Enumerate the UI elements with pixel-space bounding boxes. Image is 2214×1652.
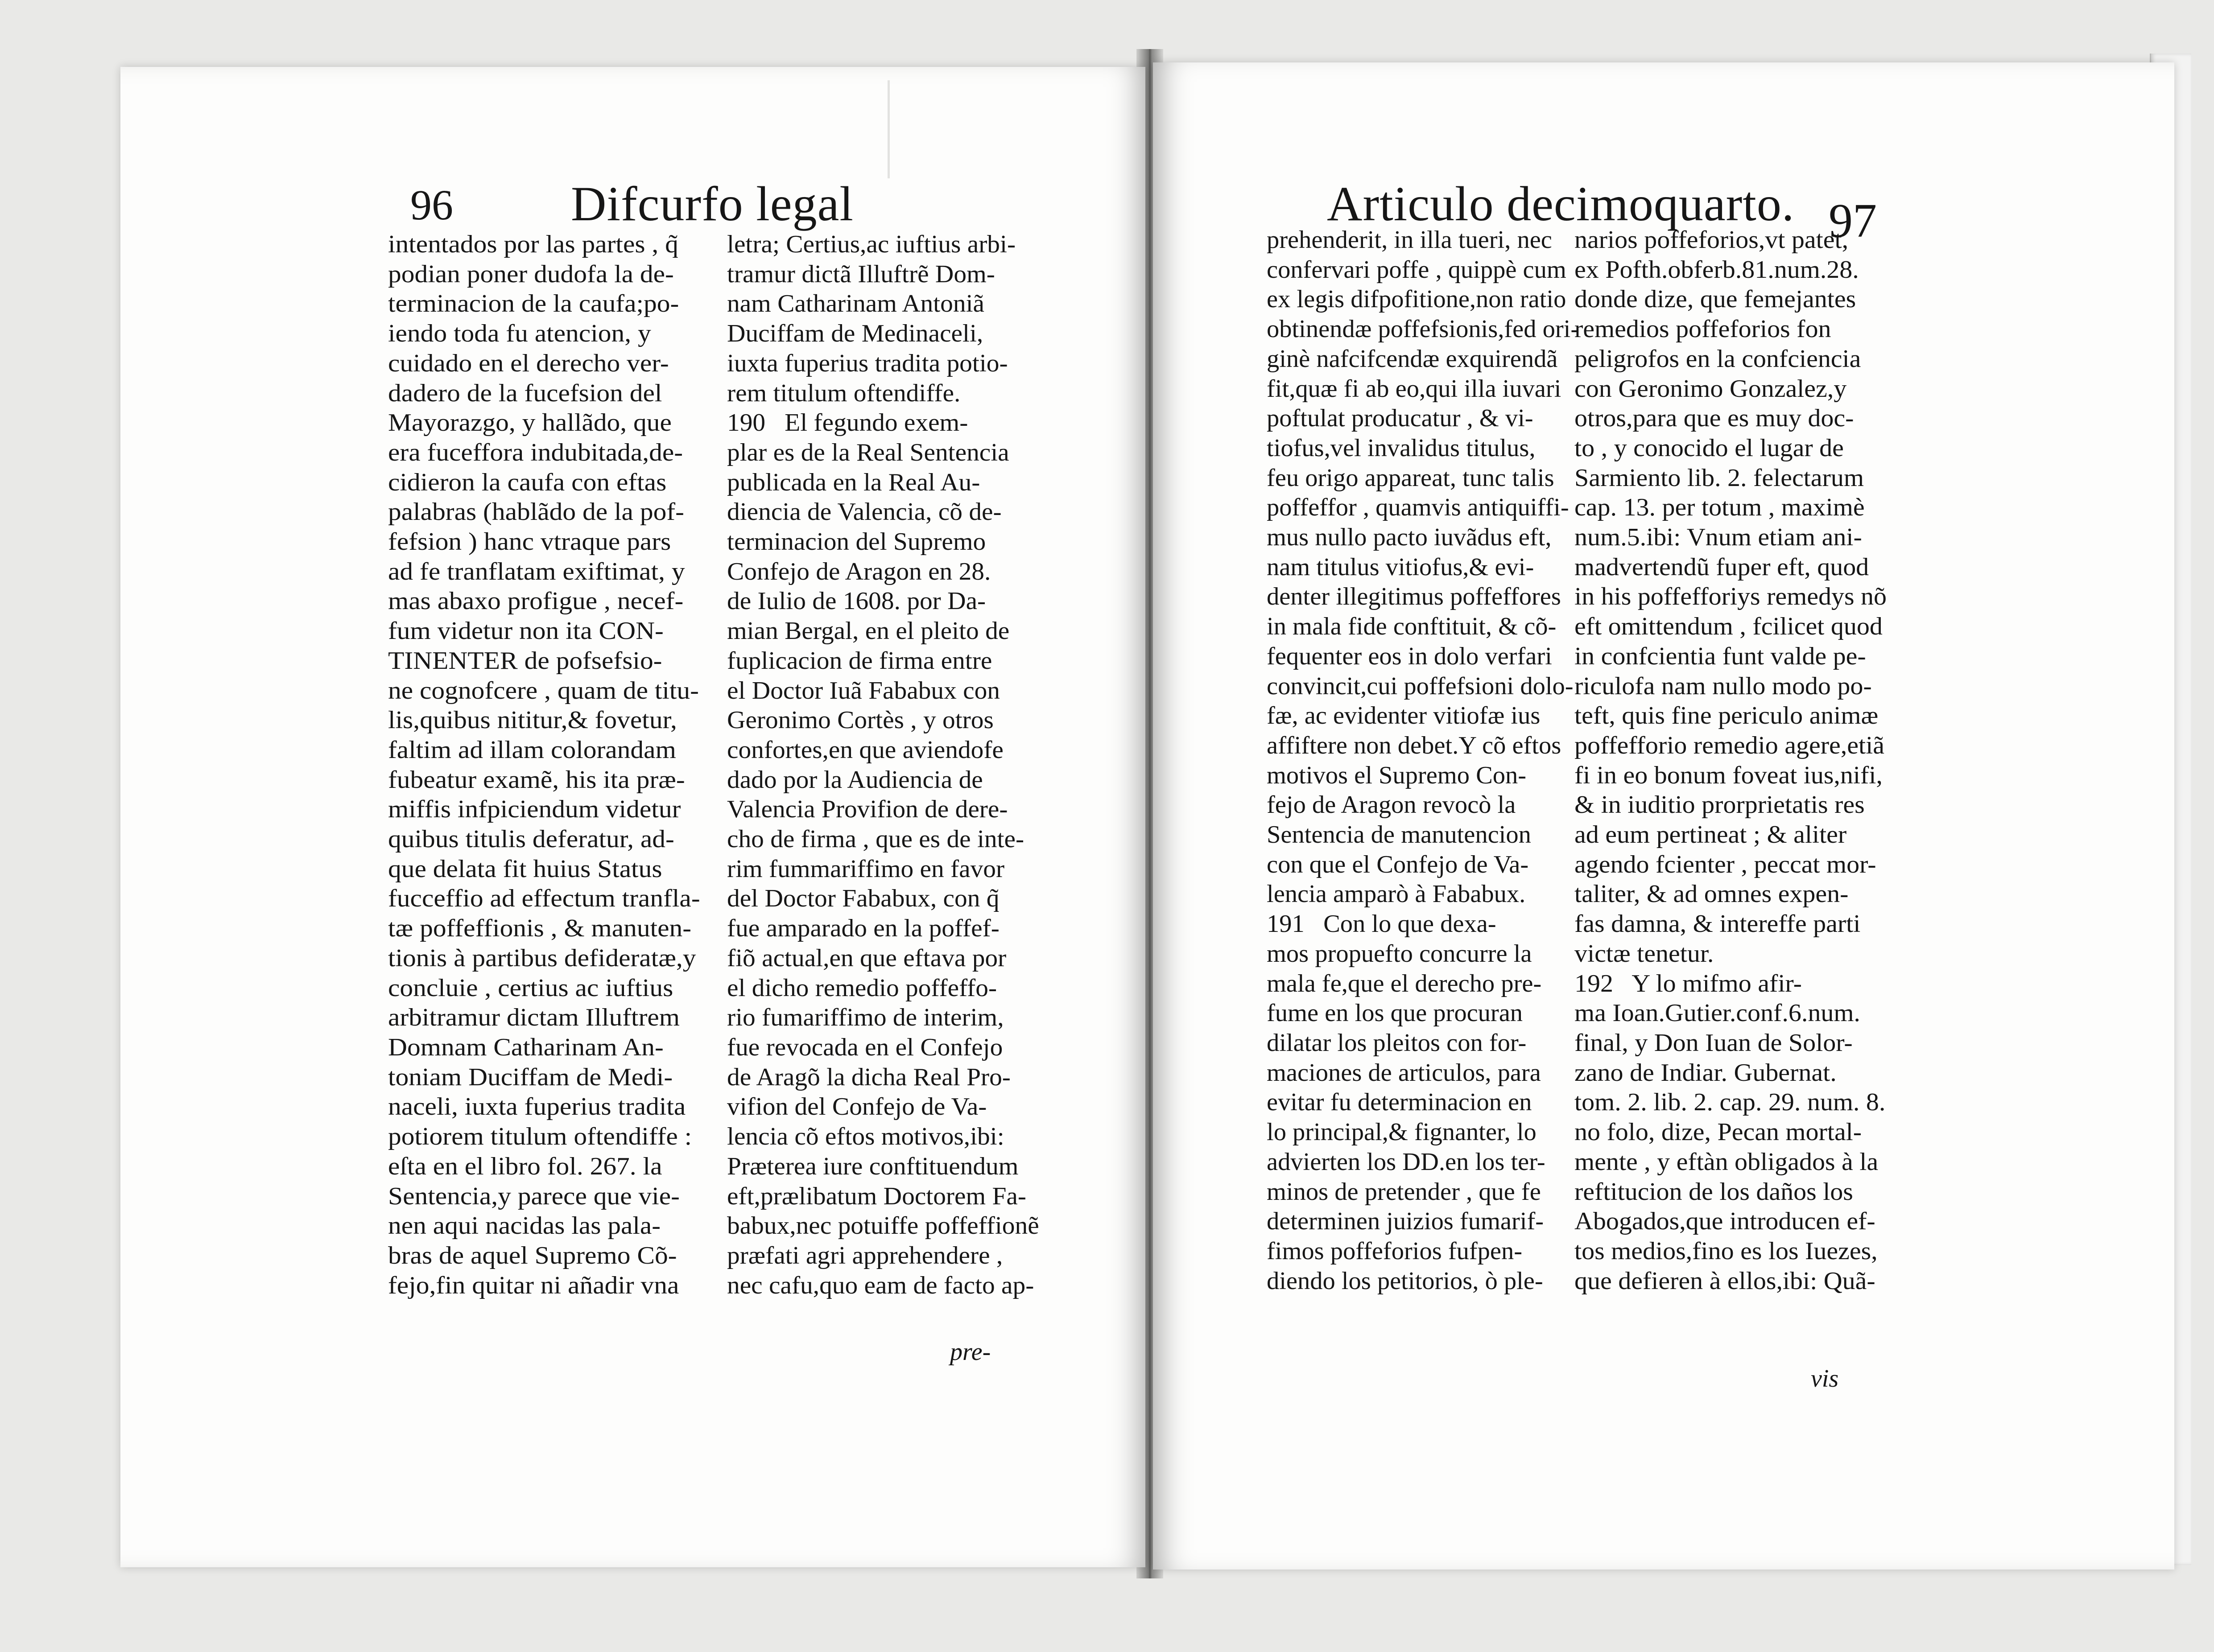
show-through-mark xyxy=(888,80,943,178)
running-head: Difcurfo legal xyxy=(571,177,854,231)
page-number: 96 xyxy=(410,181,453,229)
text-column-left: prehenderit, in illa tueri, nec confervari poffe , quippè cum ex legis difpofitione,non ratio obtinendæ poffefsionis,fed ori- ginè nafcifcendæ exquirendã fit,quæ fi ab eo,qui illa iuvari poftulat producatur , & vi- tiofus,vel invalidus titulus, feu origo appareat, tunc talis poffeffor , quamvis antiquiffi- mus nullo pacto iuvãdus eft, nam titulus vitiofus,& evi- denter illegitimus poffeffores in mala fide conftituit, & cõ- fequenter eos in dolo verfari convincit,cui poffefsioni dolo- fæ, ac evidenter vitiofæ ius affiftere non debet.Y cõ eftos motivos el Supremo Con- fejo de Aragon revocò la Sentencia de manutencion con que el Confejo de Va- lencia amparò à Fababux. 191 Con lo que dexa- mos propuefto concurre la mala fe,que el derecho pre- fume en los que procuran dilatar los pleitos con for- maciones de articulos, para evitar fu determinacion en lo principal,& fignanter, lo advierten los DD.en los ter- minos de pretender , que fe determinen juizios fumarif- fimos poffeforios fufpen- diendo los petitorios, ò ple- xyxy=(1267,226,1579,1295)
text-column-right: narios poffeforios,vt patet, ex Pofth.obferb.81.num.28. donde dize, que femejantes remedios poffeforios fon peligrofos en la confciencia con Geronimo Gonzalez,y otros,para que es muy doc- to , y conocido el lugar de Sarmiento lib. 2. felectarum cap. 13. per totum , maximè num.5.ibi: Vnum etiam ani- madvertendũ fuper eft, quod in his poffefforiys remedys nõ eft omittendum , fcilicet quod in confcientia funt valde pe- riculofa nam nullo modo po- teft, quis fine periculo animæ poffefforio remedio agere,etiã fi in eo bonum foveat ius,nifi, & in iuditio prorprietatis res ad eum pertineat ; & aliter agendo fcienter , peccat mor- taliter, & ad omnes expen- fas damna, & intereffe parti victæ tenetur. 192 Y lo mifmo afir- ma Ioan.Gutier.conf.6.num. final, y Don Iuan de Solor- zano de Indiar. Gubernat. tom. 2. lib. 2. cap. 29. num. 8. no folo, dize, Pecan mortal- mente , y eftàn obligados à la reftitucion de los daños los Abogados,que introducen ef- tos medios,fino es los Iuezes, que defieren à ellos,ibi: Quã- xyxy=(1574,226,1887,1295)
catchword: vis xyxy=(1811,1365,1839,1392)
page-number: 97 xyxy=(1829,194,1877,247)
right-page xyxy=(1153,62,2174,1570)
catchword: pre- xyxy=(950,1338,991,1366)
left-page xyxy=(120,67,1145,1567)
running-head: Articulo decimoquarto. xyxy=(1327,177,1795,231)
text-column-right: letra; Certius,ac iuftius arbi- tramur dictã Illuftrẽ Dom- nam Catharinam Antoniã Duciffam de Medinaceli, iuxta fuperius tradita potio- rem titulum oftendiffe. 190 El fegundo exem- plar es de la Real Sentencia publicada en la Real Au- diencia de Valencia, cõ de- terminacion del Supremo Confejo de Aragon en 28. de Iulio de 1608. por Da- mian Bergal, en el pleito de fuplicacion de firma entre el Doctor Iuã Fababux con Geronimo Cortès , y otros confortes,en que aviendofe dado por la Audiencia de Valencia Provifion de dere- cho de firma , que es de inte- rim fummariffimo en favor del Doctor Fababux, con q̃ fue amparado en la poffef- fiõ actual,en que eftava por el dicho remedio poffeffo- rio fumariffimo de interim, fue revocada en el Confejo de Aragõ la dicha Real Pro- vifion del Confejo de Va- lencia cõ eftos motivos,ibi: Præterea iure conftituendum eft,prælibatum Doctorem Fa- babux,nec potuiffe poffeffionẽ præfati agri apprehendere , nec cafu,quo eam de facto ap- xyxy=(727,231,1039,1299)
text-column-left: intentados por las partes , q̃ podian poner dudofa la de- terminacion de la caufa;po- iendo toda fu atencion, y cuidado en el derecho ver- dadero de la fucefsion del Mayorazgo, y hallãdo, que era fuceffora indubitada,de- cidieron la caufa con eftas palabras (hablãdo de la pof- fefsion ) hanc vtraque pars ad fe tranflatam exiftimat, y mas abaxo profigue , necef- fum videtur non ita CON- TINENTER de pofsefsio- ne cognofcere , quam de titu- lis,quibus nititur,& fovetur, faltim ad illam colorandam fubeatur examẽ, his ita præ- miffis infpiciendum videtur quibus titulis deferatur, ad- que delata fit huius Status fucceffio ad effectum tranfla- tæ poffeffionis , & manuten- tionis à partibus defideratæ,y concluie , certius ac iuftius arbitramur dictam Illuftrem Domnam Catharinam An- toniam Duciffam de Medi- naceli, iuxta fuperius tradita potiorem titulum oftendiffe : eſta en el libro fol. 267. la Sentencia,y parece que vie- nen aqui nacidas las pala- bras de aquel Supremo Cõ- fejo,fin quitar ni añadir vna xyxy=(388,231,700,1299)
